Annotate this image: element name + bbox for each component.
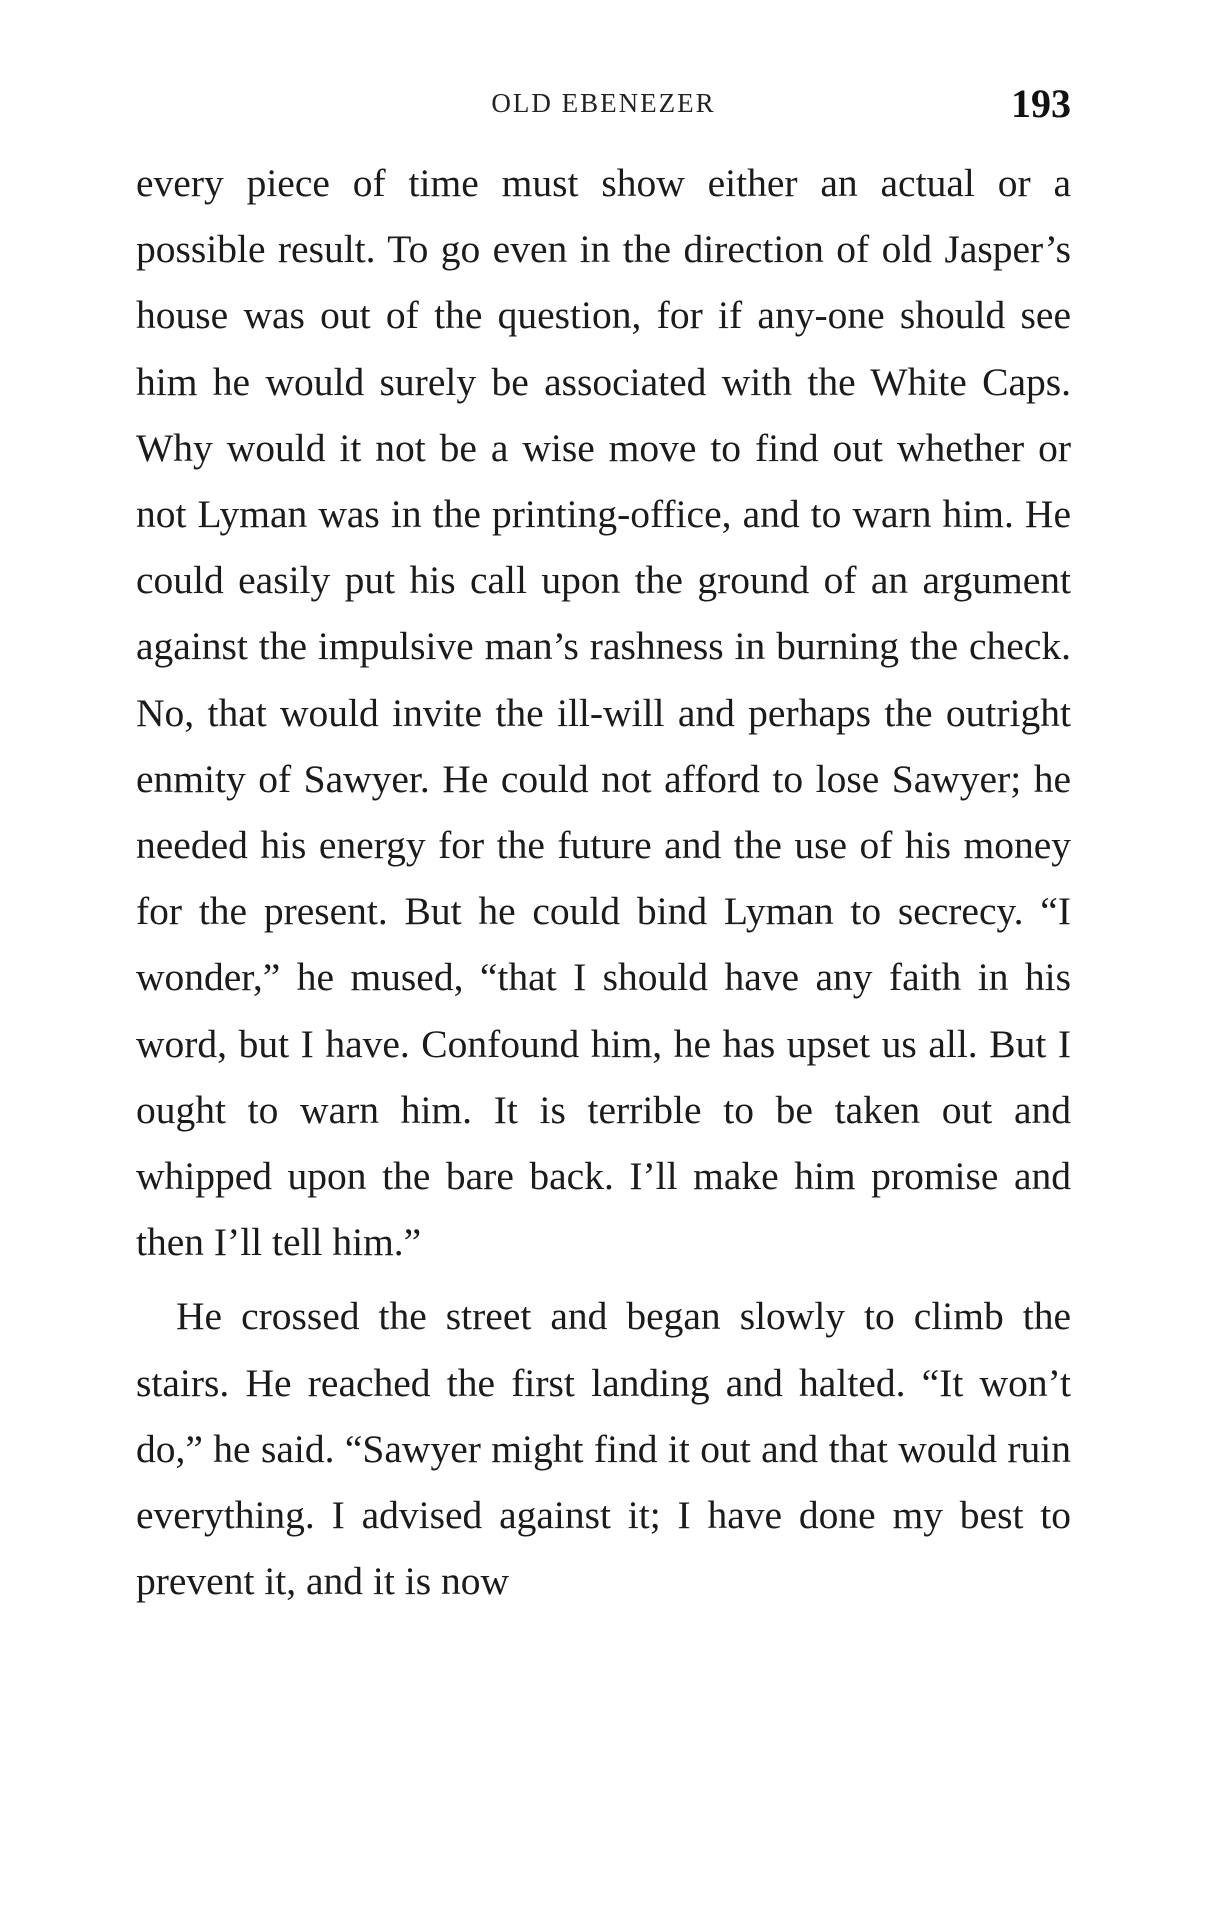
running-head [136,80,1071,130]
paragraph-1: every piece of time must show either an actual or a possible result. To go even in the direction of old Jasper’s house was out of the question, for if any-one should see him he would surely be associated with the White Caps. Why would it not be a wise move to find out whether or not Lyman was in the printing-office, and to warn him. He could easily put his call upon the ground of an argument against the impulsive man’s rashness in burning the check. No, that would invite the ill-will and perhaps the outright enmity of Sawyer. He could not afford to lose Sawyer; he needed his energy for the future and the use of his money for the present. But he could bind Lyman to secrecy. “I wonder,” he mused, “that I should have any faith in his word, but I have. Confound him, he has upset us all. But I ought to warn him. It is terrible to be taken out and whipped upon the bare back. I’ll make him promise and then I’ll tell him.” [136,161,1071,1265]
paragraph-2: He crossed the street and began slowly to climb the stairs. He reached the first landing and halted. “It won’t do,” he said. “Sawyer might find it out and that would ruin everything. I advised against it; I have done my best to prevent it, and it is now [136,1294,1071,1604]
body-text [136,150,1071,1614]
running-title: OLD EBENEZER [491,88,716,118]
page-number: 193 [1011,81,1071,126]
